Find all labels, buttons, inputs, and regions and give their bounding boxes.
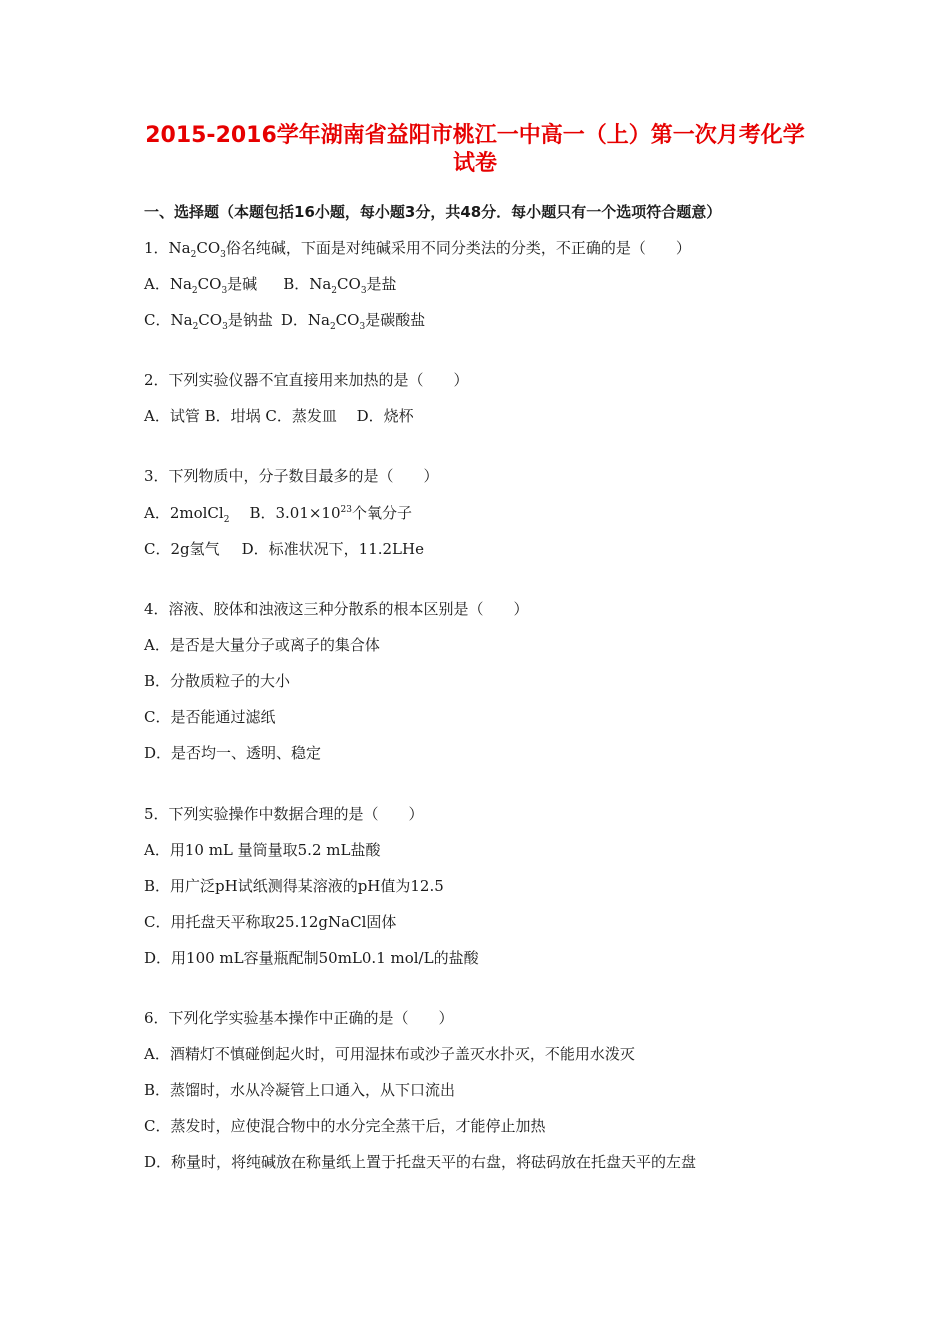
question-3-stem: 3．下列物质中，分子数目最多的是（ ） bbox=[144, 467, 439, 485]
question-3-options-ab: A．2molCl$_2$ B．$3.01\times 10^{23}$个氧分子 bbox=[144, 504, 412, 525]
title-line-1: 2015-2016学年湖南省益阳市桃江一中高一（上）第一次月考化学 bbox=[145, 123, 805, 148]
question-1-options-cd: C．$Na_2CO_3$是钠盐 D．$Na_2CO_3$是碳酸盐 bbox=[144, 311, 426, 332]
question-3-options-cd: C．2g氢气 D．标准状况下，11.2LHe bbox=[144, 540, 424, 558]
question-6-option-d: D．称量时，将纯碱放在称量纸上置于托盘天平的右盘，将砝码放在托盘天平的左盘 bbox=[144, 1153, 697, 1171]
question-6-option-a: A．酒精灯不慎碰倒起火时，可用湿抹布或沙子盖灭水扑灭，不能用水泼灭 bbox=[144, 1045, 635, 1063]
question-4-option-d: D．是否均一、透明、稳定 bbox=[144, 744, 322, 762]
question-4-option-c: C．是否能通过滤纸 bbox=[144, 708, 276, 726]
question-5-stem: 5．下列实验操作中数据合理的是（ ） bbox=[144, 805, 424, 823]
question-5-option-b: B．用广泛pH试纸测得某溶液的pH值为12.5 bbox=[144, 877, 444, 895]
question-2-stem: 2．下列实验仪器不宜直接用来加热的是（ ） bbox=[144, 371, 469, 389]
question-1-stem: 1．$Na_2CO_3$俗名纯碱，下面是对纯碱采用不同分类法的分类，不正确的是（ ） bbox=[144, 239, 691, 260]
question-1-options-ab: A．$Na_2CO_3$是碱 B．$Na_2CO_3$是盐 bbox=[144, 275, 397, 296]
question-4-option-b: B．分散质粒子的大小 bbox=[144, 672, 291, 690]
question-6-option-c: C．蒸发时，应使混合物中的水分完全蒸干后，才能停止加热 bbox=[144, 1117, 546, 1135]
question-5-option-c: C．用托盘天平称取25.12gNaCl固体 bbox=[144, 913, 397, 931]
section-heading: 一、选择题（本题包括16小题，每小题3分，共48分．每小题只有一个选项符合题意） bbox=[144, 203, 722, 221]
exam-title bbox=[120, 122, 830, 178]
title-line-2: 试卷 bbox=[452, 151, 497, 176]
question-5-option-d: D．用100 mL容量瓶配制50mL0.1 mol/L的盐酸 bbox=[144, 949, 479, 967]
question-2-options: A．试管 B．坩埚 C．蒸发皿 D．烧杯 bbox=[144, 407, 414, 425]
question-4-stem: 4．溶液、胶体和浊液这三种分散系的根本区别是（ ） bbox=[144, 600, 529, 618]
question-6-option-b: B．蒸馏时，水从冷凝管上口通入，从下口流出 bbox=[144, 1081, 456, 1099]
question-6-stem: 6．下列化学实验基本操作中正确的是（ ） bbox=[144, 1009, 454, 1027]
question-4-option-a: A．是否是大量分子或离子的集合体 bbox=[144, 636, 380, 654]
question-5-option-a: A．用10 mL 量筒量取5.2 mL盐酸 bbox=[144, 841, 381, 859]
